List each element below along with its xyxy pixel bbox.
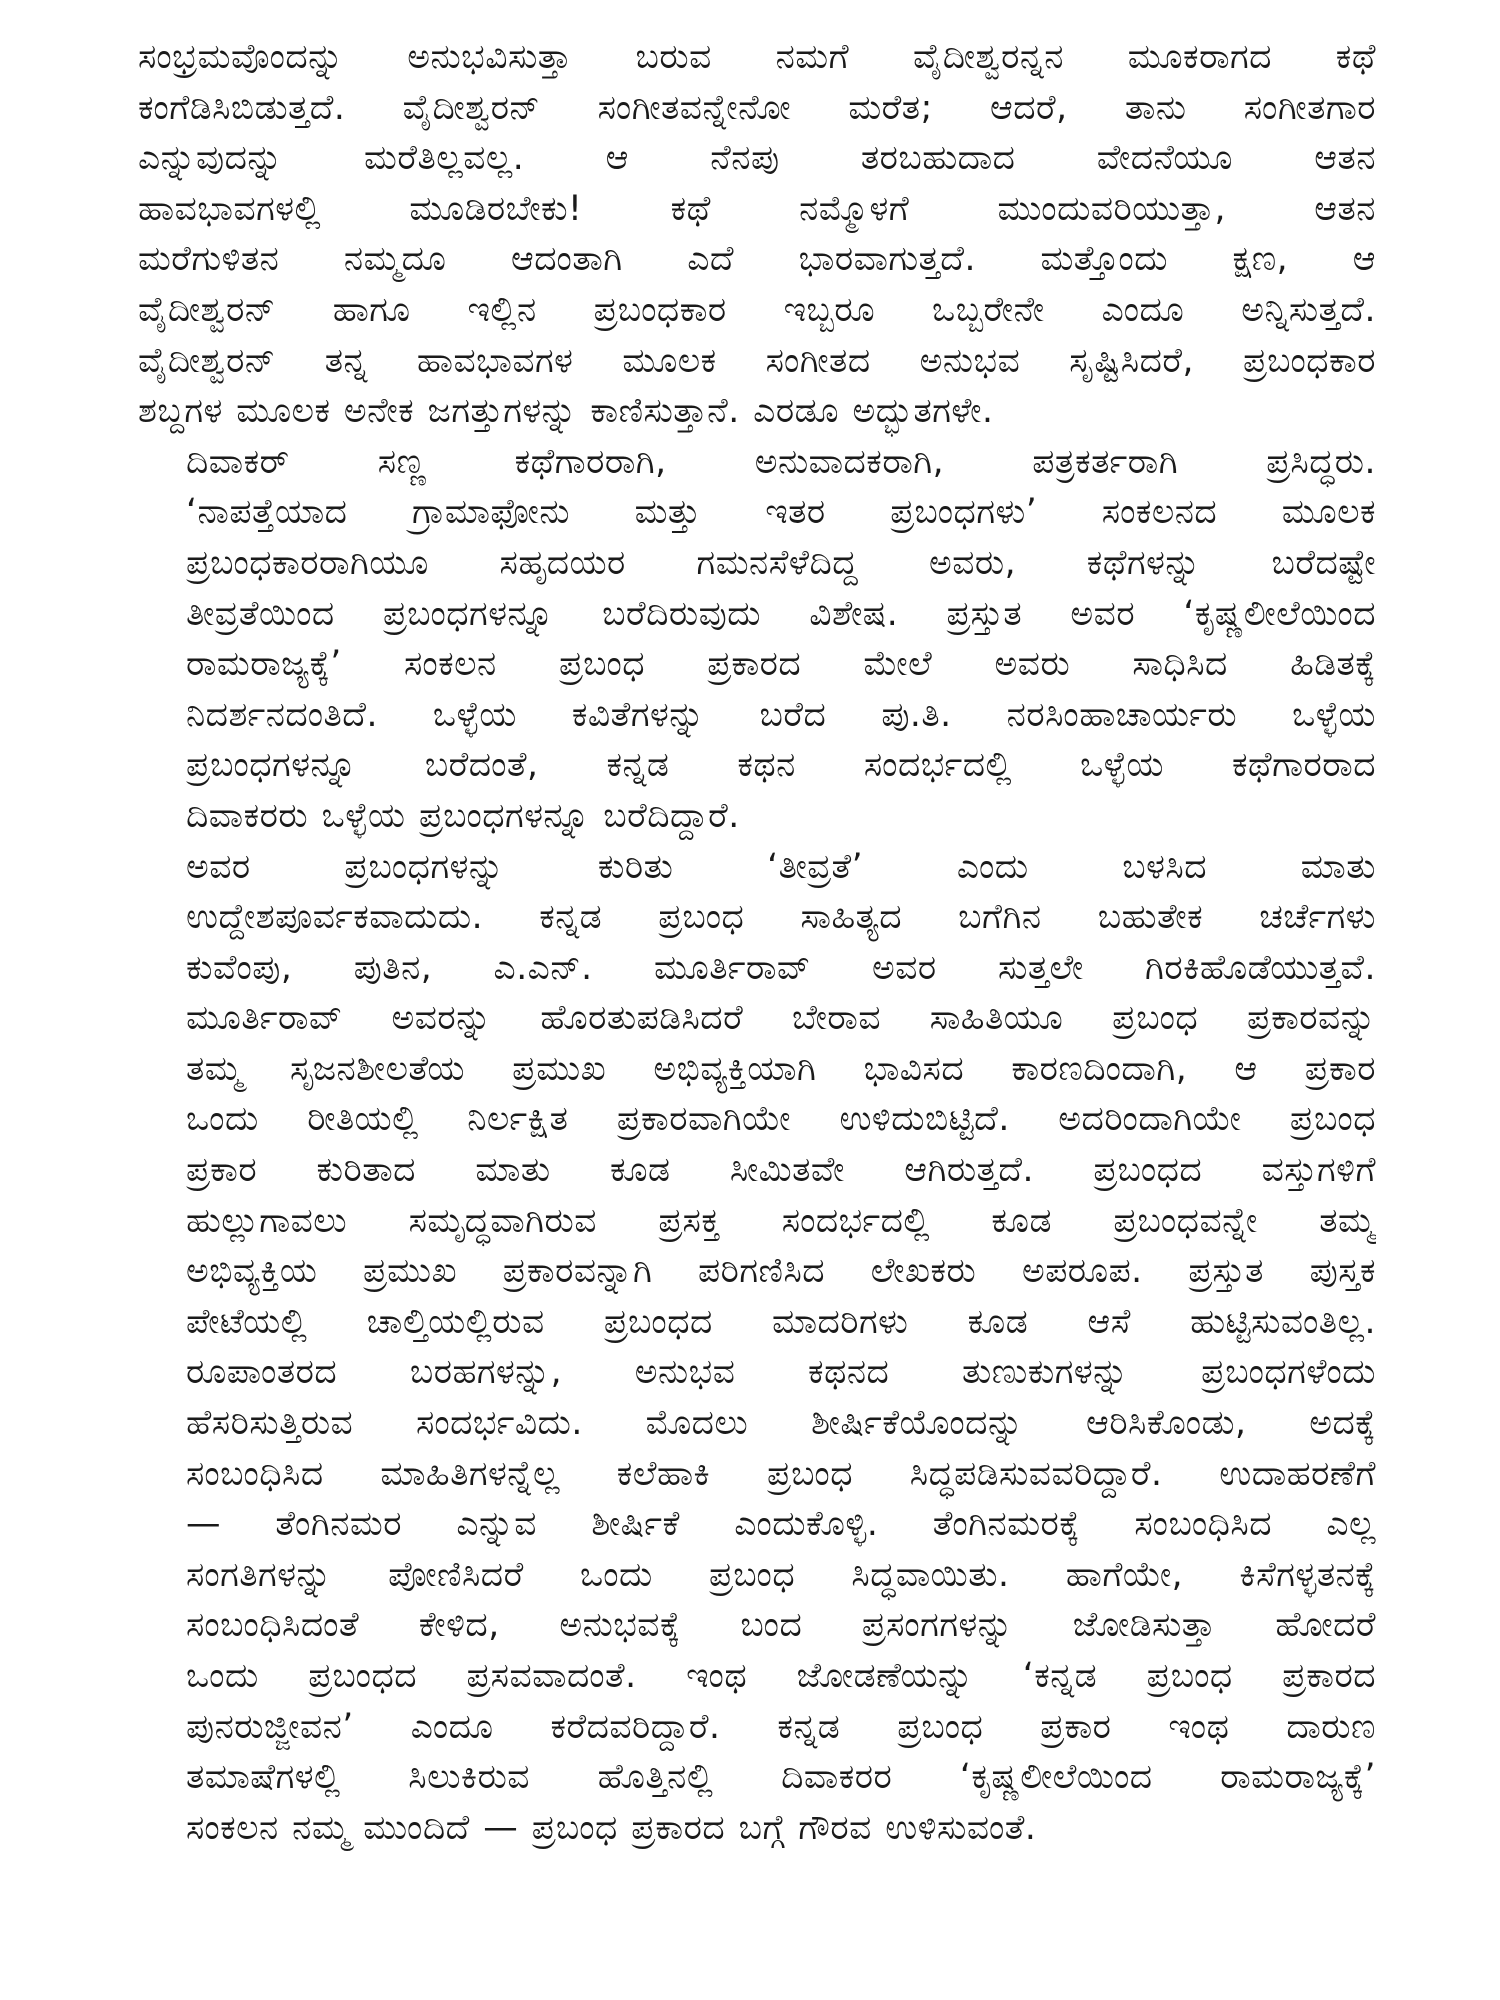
- text-line: ಎನ್ನುವುದನ್ನು ಮರೆತಿಲ್ಲವಲ್ಲ. ಆ ನೆನಪು ತರಬಹುದಾದ ವೇದನೆಯೂ ಆತನ: [138, 138, 1376, 179]
- text-line: — ತೆಂಗಿನಮರ ಎನ್ನುವ ಶೀರ್ಷಿಕೆ ಎಂದುಕೊಳ್ಳಿ. ತೆಂಗಿನಮರಕ್ಕೆ ಸಂಬಂಧಿಸಿದ ಎಲ್ಲ: [186, 1504, 1376, 1545]
- text-line: ಪ್ರಬಂಧಕಾರರಾಗಿಯೂ ಸಹೃದಯರ ಗಮನಸೆಳೆದಿದ್ದ ಅವರು, ಕಥೆಗಳನ್ನು ಬರೆದಷ್ಟೇ: [186, 542, 1376, 583]
- text-line: ವೈದೀಶ್ವರನ್ ತನ್ನ ಹಾವಭಾವಗಳ ಮೂಲಕ ಸಂಗೀತದ ಅನುಭವ ಸೃಷ್ಟಿಸಿದರೆ, ಪ್ರಬಂಧಕಾರ: [138, 340, 1376, 381]
- text-line: ಸಂಕಲನ ನಮ್ಮ ಮುಂದಿದೆ — ಪ್ರಬಂಧ ಪ್ರಕಾರದ ಬಗ್ಗೆ ಗೌರವ ಉಳಿಸುವಂತೆ.: [186, 1807, 1037, 1848]
- text-line: ಸಂಬಂಧಿಸಿದಂತೆ ಕೇಳಿದ, ಅನುಭವಕ್ಕೆ ಬಂದ ಪ್ರಸಂಗಗಳನ್ನು ಜೋಡಿಸುತ್ತಾ ಹೋದರೆ: [186, 1605, 1376, 1646]
- text-line: ಮರೆಗುಳಿತನ ನಮ್ಮದೂ ಆದಂತಾಗಿ ಎದೆ ಭಾರವಾಗುತ್ತದೆ. ಮತ್ತೊಂದು ಕ್ಷಣ, ಆ: [138, 239, 1376, 280]
- text-line: ದಿವಾಕರ್ ಸಣ್ಣ ಕಥೆಗಾರರಾಗಿ, ಅನುವಾದಕರಾಗಿ, ಪತ್ರಕರ್ತರಾಗಿ ಪ್ರಸಿದ್ಧರು.: [186, 441, 1376, 482]
- paragraph-2: [138, 437, 1376, 842]
- text-line: ತೀವ್ರತೆಯಿಂದ ಪ್ರಬಂಧಗಳನ್ನೂ ಬರೆದಿರುವುದು ವಿಶೇಷ. ಪ್ರಸ್ತುತ ಅವರ ‘ಕೃಷ್ಣಲೀಲೆಯಿಂದ: [186, 593, 1376, 634]
- text-line: ಸಂಬಂಧಿಸಿದ ಮಾಹಿತಿಗಳನ್ನೆಲ್ಲ ಕಲೆಹಾಕಿ ಪ್ರಬಂಧ ಸಿದ್ಧಪಡಿಸುವವರಿದ್ದಾರೆ. ಉದಾಹರಣೆಗೆ: [186, 1453, 1376, 1494]
- document-page: [138, 32, 1376, 1968]
- text-line: ಅಭಿವ್ಯಕ್ತಿಯ ಪ್ರಮುಖ ಪ್ರಕಾರವನ್ನಾಗಿ ಪರಿಗಣಿಸಿದ ಲೇಖಕರು ಅಪರೂಪ. ಪ್ರಸ್ತುತ ಪುಸ್ತಕ: [186, 1251, 1376, 1292]
- text-line: ಪುನರುಜ್ಜೀವನ’ ಎಂದೂ ಕರೆದವರಿದ್ದಾರೆ. ಕನ್ನಡ ಪ್ರಬಂಧ ಪ್ರಕಾರ ಇಂಥ ದಾರುಣ: [186, 1706, 1376, 1747]
- paragraph-3: [138, 842, 1376, 1854]
- text-line: ಪ್ರಕಾರ ಕುರಿತಾದ ಮಾತು ಕೂಡ ಸೀಮಿತವೇ ಆಗಿರುತ್ತದೆ. ಪ್ರಬಂಧದ ವಸ್ತುಗಳಿಗೆ: [186, 1150, 1376, 1191]
- text-line: ಪೇಟೆಯಲ್ಲಿ ಚಾಲ್ತಿಯಲ್ಲಿರುವ ಪ್ರಬಂಧದ ಮಾದರಿಗಳು ಕೂಡ ಆಸೆ ಹುಟ್ಟಿಸುವಂತಿಲ್ಲ.: [186, 1301, 1376, 1342]
- text-line: ಪ್ರಬಂಧಗಳನ್ನೂ ಬರೆದಂತೆ, ಕನ್ನಡ ಕಥನ ಸಂದರ್ಭದಲ್ಲಿ ಒಳ್ಳೆಯ ಕಥೆಗಾರರಾದ: [186, 745, 1376, 786]
- text-line: ಕುವೆಂಪು, ಪುತಿನ, ಎ.ಎನ್. ಮೂರ್ತಿರಾವ್ ಅವರ ಸುತ್ತಲೇ ಗಿರಕಿಹೊಡೆಯುತ್ತವೆ.: [186, 947, 1376, 988]
- paragraph-1: [138, 32, 1376, 437]
- text-line: ತಮಾಷೆಗಳಲ್ಲಿ ಸಿಲುಕಿರುವ ಹೊತ್ತಿನಲ್ಲಿ ದಿವಾಕರರ ‘ಕೃಷ್ಣಲೀಲೆಯಿಂದ ರಾಮರಾಜ್ಯಕ್ಕೆ’: [186, 1757, 1376, 1798]
- text-line: ಮೂರ್ತಿರಾವ್ ಅವರನ್ನು ಹೊರತುಪಡಿಸಿದರೆ ಬೇರಾವ ಸಾಹಿತಿಯೂ ಪ್ರಬಂಧ ಪ್ರಕಾರವನ್ನು: [186, 998, 1376, 1039]
- text-line: ‘ನಾಪತ್ತೆಯಾದ ಗ್ರಾಮಾಫೋನು ಮತ್ತು ಇತರ ಪ್ರಬಂಧಗಳು’ ಸಂಕಲನದ ಮೂಲಕ: [186, 492, 1376, 533]
- text-line: ಒಂದು ರೀತಿಯಲ್ಲಿ ನಿರ್ಲಕ್ಷಿತ ಪ್ರಕಾರವಾಗಿಯೇ ಉಳಿದುಬಿಟ್ಟಿದೆ. ಅದರಿಂದಾಗಿಯೇ ಪ್ರಬಂಧ: [186, 1099, 1376, 1140]
- text-line: ಹಾವಭಾವಗಳಲ್ಲಿ ಮೂಡಿರಬೇಕು! ಕಥೆ ನಮ್ಮೊಳಗೆ ಮುಂದುವರಿಯುತ್ತಾ, ಆತನ: [138, 188, 1376, 229]
- text-line: ನಿದರ್ಶನದಂತಿದೆ. ಒಳ್ಳೆಯ ಕವಿತೆಗಳನ್ನು ಬರೆದ ಪು.ತಿ. ನರಸಿಂಹಾಚಾರ್ಯರು ಒಳ್ಳೆಯ: [186, 694, 1376, 735]
- text-line: ರಾಮರಾಜ್ಯಕ್ಕೆ’ ಸಂಕಲನ ಪ್ರಬಂಧ ಪ್ರಕಾರದ ಮೇಲೆ ಅವರು ಸಾಧಿಸಿದ ಹಿಡಿತಕ್ಕೆ: [186, 644, 1376, 685]
- text-line: ಅವರ ಪ್ರಬಂಧಗಳನ್ನು ಕುರಿತು ‘ತೀವ್ರತೆ’ ಎಂದು ಬಳಸಿದ ಮಾತು: [186, 846, 1376, 887]
- text-line: ಶಬ್ದಗಳ ಮೂಲಕ ಅನೇಕ ಜಗತ್ತುಗಳನ್ನು ಕಾಣಿಸುತ್ತಾನೆ. ಎರಡೂ ಅದ್ಭುತಗಳೇ.: [138, 391, 994, 432]
- text-line: ಸಂಭ್ರಮವೊಂದನ್ನು ಅನುಭವಿಸುತ್ತಾ ಬರುವ ನಮಗೆ ವೈದೀಶ್ವರನ್ನನ ಮೂಕರಾಗದ ಕಥೆ: [138, 37, 1376, 77]
- text-line: ರೂಪಾಂತರದ ಬರಹಗಳನ್ನು, ಅನುಭವ ಕಥನದ ತುಣುಕುಗಳನ್ನು ಪ್ರಬಂಧಗಳೆಂದು: [186, 1352, 1376, 1393]
- text-line: ಹೆಸರಿಸುತ್ತಿರುವ ಸಂದರ್ಭವಿದು. ಮೊದಲು ಶೀರ್ಷಿಕೆಯೊಂದನ್ನು ಆರಿಸಿಕೊಂಡು, ಅದಕ್ಕೆ: [186, 1403, 1376, 1444]
- text-line: ಹುಲ್ಲುಗಾವಲು ಸಮೃದ್ಧವಾಗಿರುವ ಪ್ರಸಕ್ತ ಸಂದರ್ಭದಲ್ಲಿ ಕೂಡ ಪ್ರಬಂಧವನ್ನೇ ತಮ್ಮ: [186, 1200, 1376, 1241]
- text-line: ಒಂದು ಪ್ರಬಂಧದ ಪ್ರಸವವಾದಂತೆ. ಇಂಥ ಜೋಡಣೆಯನ್ನು ‘ಕನ್ನಡ ಪ್ರಬಂಧ ಪ್ರಕಾರದ: [186, 1656, 1376, 1696]
- text-line: ಸಂಗತಿಗಳನ್ನು ಪೋಣಿಸಿದರೆ ಒಂದು ಪ್ರಬಂಧ ಸಿದ್ಧವಾಯಿತು. ಹಾಗೆಯೇ, ಕಿಸೆಗಳ್ಳತನಕ್ಕೆ: [186, 1554, 1376, 1595]
- text-line: ತಮ್ಮ ಸೃಜನಶೀಲತೆಯ ಪ್ರಮುಖ ಅಭಿವ್ಯಕ್ತಿಯಾಗಿ ಭಾವಿಸದ ಕಾರಣದಿಂದಾಗಿ, ಆ ಪ್ರಕಾರ: [186, 1048, 1376, 1089]
- text-line: ವೈದೀಶ್ವರನ್ ಹಾಗೂ ಇಲ್ಲಿನ ಪ್ರಬಂಧಕಾರ ಇಬ್ಬರೂ ಒಬ್ಬರೇನೇ ಎಂದೂ ಅನ್ನಿಸುತ್ತದೆ.: [138, 289, 1376, 330]
- text-line: ದಿವಾಕರರು ಒಳ್ಳೆಯ ಪ್ರಬಂಧಗಳನ್ನೂ ಬರೆದಿದ್ದಾರೆ.: [186, 795, 740, 836]
- text-line: ಕಂಗೆಡಿಸಿಬಿಡುತ್ತದೆ. ವೈದೀಶ್ವರನ್ ಸಂಗೀತವನ್ನೇನೋ ಮರೆತ; ಆದರೆ, ತಾನು ಸಂಗೀತಗಾರ: [138, 87, 1376, 128]
- text-line: ಉದ್ದೇಶಪೂರ್ವಕವಾದುದು. ಕನ್ನಡ ಪ್ರಬಂಧ ಸಾಹಿತ್ಯದ ಬಗೆಗಿನ ಬಹುತೇಕ ಚರ್ಚೆಗಳು: [186, 897, 1376, 938]
